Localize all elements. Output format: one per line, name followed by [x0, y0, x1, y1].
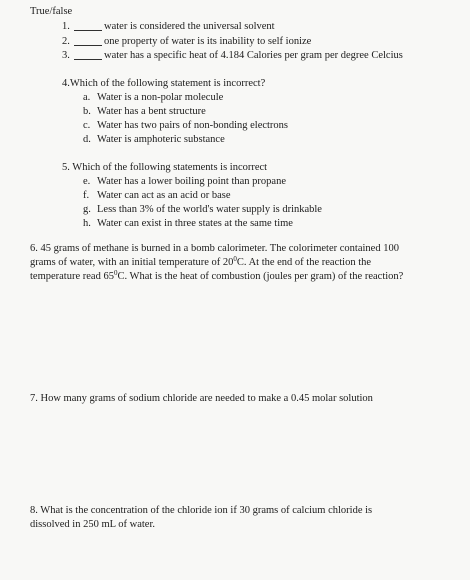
option-text: Water has a lower boiling point than propane [97, 176, 286, 187]
q6-line: grams of water, with an initial temperature of $20^0C$. At the end of the reaction the [30, 255, 372, 268]
option-text: Water is amphoteric substance [97, 134, 225, 145]
answer-blank[interactable] [74, 20, 102, 31]
option-letter: d. [83, 134, 91, 145]
option-text: Water can exist in three states at the same time [97, 218, 293, 229]
option-text: Water has two pairs of non-bonding electrons [97, 120, 289, 131]
tf-statement: one property of water is its inability to self ionize [104, 36, 312, 47]
option-text: Water has a bent structure [97, 106, 206, 117]
option-text: Water is a non-polar molecule [97, 92, 224, 103]
option-letter: b. [83, 106, 91, 117]
tf-statement: water has a specific heat of 4.184 Calories per gram per degree Celcius [104, 50, 403, 61]
answer-blank[interactable] [74, 35, 102, 46]
tf-number: 1. [62, 21, 70, 32]
option-text: Less than 3% of the world's water supply is drinkable [97, 204, 322, 215]
option-letter: c. [83, 120, 91, 131]
q5-stem: 5. Which of the following statements is incorrect [62, 162, 268, 173]
option-letter: h. [83, 218, 91, 229]
section-title: True/false [30, 6, 73, 17]
q6-line: temperature read $65^0C$. What is the heat of combustion (joules per gram) of the reaction? [30, 269, 404, 282]
tf-statement: water is considered the universal solvent [104, 21, 275, 32]
option-letter: a. [83, 92, 91, 103]
option-letter: e. [83, 176, 91, 187]
q8-line: dissolved in 250 mL of water. [30, 519, 156, 530]
option-letter: f. [83, 190, 90, 201]
option-letter: g. [83, 204, 91, 215]
tf-number: 2. [62, 36, 70, 47]
tf-number: 3. [62, 50, 70, 61]
q4-stem: 4.Which of the following statement is incorrect? [62, 78, 266, 89]
option-text: Water can act as an acid or base [97, 190, 231, 201]
q6-line: 6. 45 grams of methane is burned in a bomb calorimeter. The colorimeter contained 100 [30, 243, 399, 254]
answer-blank[interactable] [74, 49, 102, 60]
q8-line: 8. What is the concentration of the chloride ion if 30 grams of calcium chloride is [30, 505, 373, 516]
q7-question: 7. How many grams of sodium chloride are needed to make a 0.45 molar solution [30, 393, 373, 404]
